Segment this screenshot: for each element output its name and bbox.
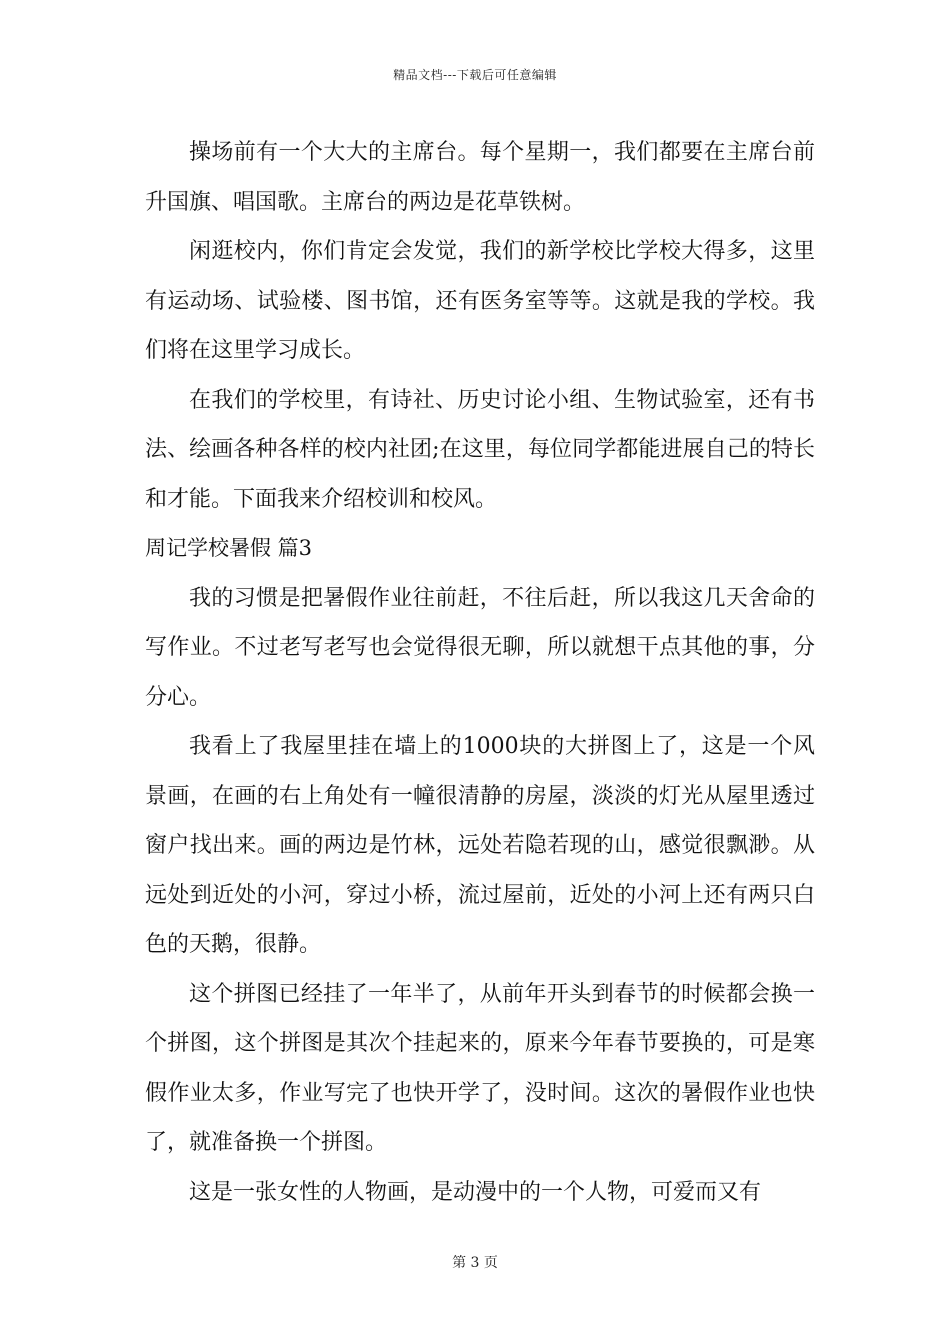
paragraph: 闲逛校内，你们肯定会发觉，我们的新学校比学校大得多，这里有运动场、试验楼、图书馆，还有医务室等等。这就是我的学校。我们将在这里学习成长。 [145, 239, 815, 363]
paragraph: 我的习惯是把暑假作业往前赶，不往后赶，所以我这几天舍命的写作业。不过老写老写也会觉得很无聊，所以就想干点其他的事，分分心。 [145, 585, 815, 710]
paragraph: 这是一张女性的人物画，是动漫中的一个人物，可爱而又有 [189, 1179, 762, 1205]
page-number: 第 3 页 [452, 1255, 498, 1271]
document-body [145, 128, 815, 1217]
paragraph: 操场前有一个大大的主席台。每个星期一，我们都要在主席台前升国旗、唱国歌。主席台的两边是花草铁树。 [145, 140, 815, 215]
paragraph: 我看上了我屋里挂在墙上的1000块的大拼图上了，这是一个风景画，在画的右上角处有一幢很清静的房屋，淡淡的灯光从屋里透过窗户找出来。画的两边是竹林，远处若隐若现的山，感觉很飘渺。从远处到近处的小河，穿过小桥，流过屋前，近处的小河上还有两只白色的天鹅，很静。 [145, 734, 815, 957]
page-header: 精品文档---下载后可任意编辑 [393, 68, 557, 82]
paragraph: 在我们的学校里，有诗社、历史讨论小组、生物试验室，还有书法、绘画各种各样的校内社团;在这里，每位同学都能进展自己的特长和才能。下面我来介绍校训和校风。 [145, 387, 815, 512]
paragraph: 这个拼图已经挂了一年半了，从前年开头到春节的时候都会换一个拼图，这个拼图是其次个挂起来的，原来今年春节要换的，可是寒假作业太多，作业写完了也快开学了，没时间。这次的暑假作业也快了，就准备换一个拼图。 [145, 981, 815, 1155]
section-heading: 周记学校暑假 篇3 [145, 536, 313, 560]
